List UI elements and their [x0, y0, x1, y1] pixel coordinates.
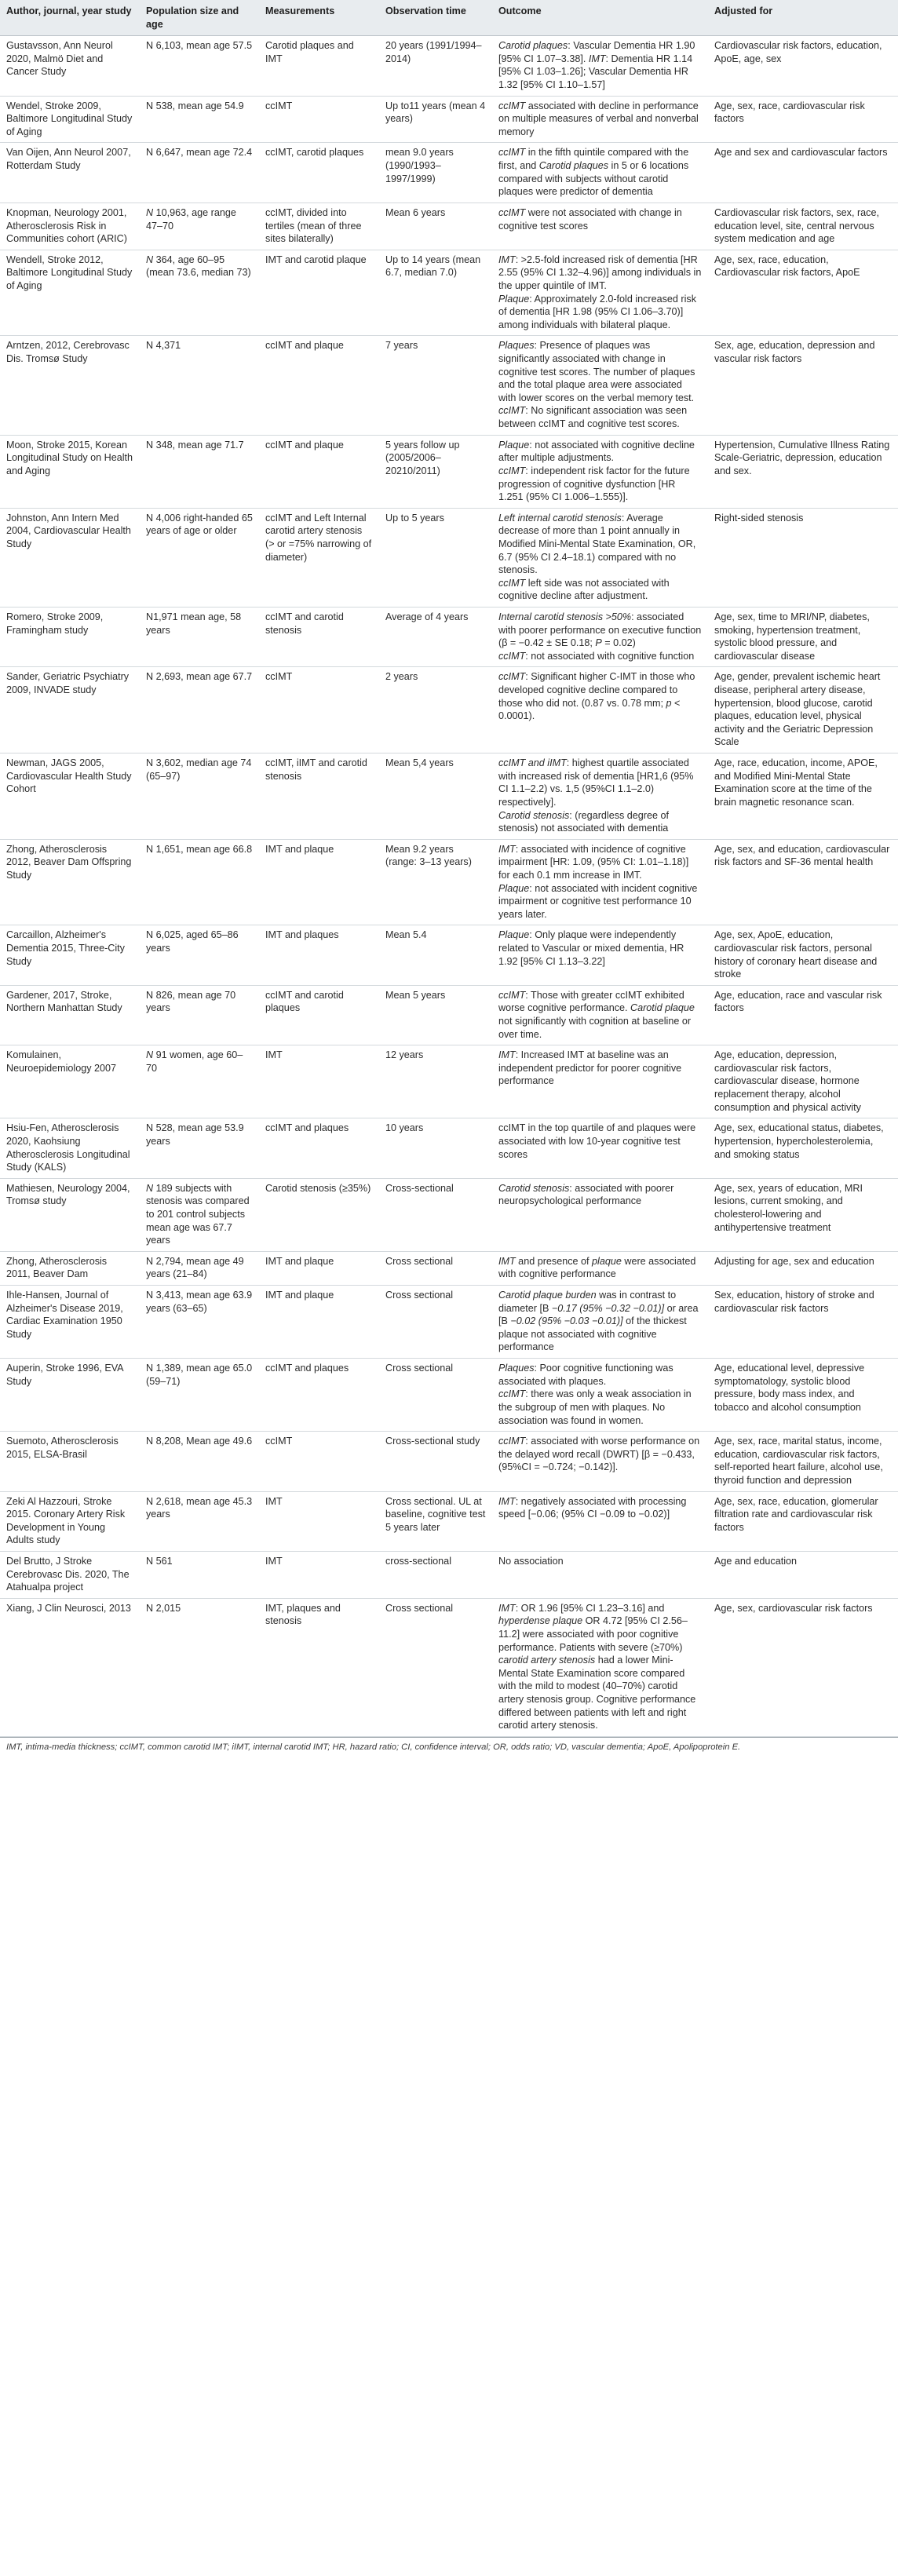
adjusted-for-cell: Age, educational level, depressive symptomatology, systolic blood pressure, body mass index, and tobacco and alcohol consumption [708, 1359, 898, 1432]
measurements-cell: IMT [259, 1491, 379, 1551]
population-cell [140, 1045, 259, 1118]
adjusted-for-cell: Age, gender, prevalent ischemic heart disease, peripheral artery disease, hypertension, blood glucose, carotid plaques, education level, physical activity and the Geriatric Depression Scale [708, 667, 898, 753]
outcome-cell [492, 1491, 708, 1551]
adjusted-for-cell: Age, sex, race, cardiovascular risk factors [708, 96, 898, 143]
emphasis-text: Plaque [498, 882, 530, 894]
cell-text: : associated with worse performance on the delayed word recall (DWRT) [β = −0.433, (95%CI = −0.724; −0.142)]. [498, 1436, 700, 1473]
cell-text: OR 4.72 [95% CI 2.56–11.2] were associated with poor cognitive performance. Patients with severe (≥70%) [498, 1615, 688, 1653]
outcome-cell [492, 1251, 708, 1285]
observation-time-cell: Cross-sectional [379, 1178, 492, 1251]
table-row [0, 1491, 898, 1551]
emphasis-text: ccIMT [498, 100, 526, 111]
study-cell: Mathiesen, Neurology 2004, Tromsø study [0, 1178, 140, 1251]
emphasis-text: Plaque [498, 929, 530, 941]
adjusted-for-cell: Cardiovascular risk factors, education, ApoE, age, sex [708, 36, 898, 96]
cell-text: in 5 or 6 locations compared with subjects without carotid plaques were predictor of dementia [498, 160, 689, 198]
emphasis-text: Plaque [498, 293, 530, 305]
observation-time-cell: Up to 14 years (mean 6.7, median 7.0) [379, 250, 492, 336]
study-cell: Hsiu-Fen, Atherosclerosis 2020, Kaohsiung Atherosclerosis Longitudinal Study (KALS) [0, 1118, 140, 1178]
observation-time-cell: Mean 6 years [379, 203, 492, 250]
outcome-cell [492, 607, 708, 666]
header-population: Population size and age [140, 0, 259, 36]
table-footnote: IMT, intima-media thickness; ccIMT, common carotid IMT; iIMT, internal carotid IMT; HR, hazard ratio; CI, confidence interval; OR, odds ratio; VD, vascular dementia; ApoE, Apolipoprotein E. [0, 1737, 898, 1753]
adjusted-for-cell: Age, education, depression, cardiovascular risk factors, cardiovascular disease, hormone replacement therapy, alcohol consumption and physical activity [708, 1045, 898, 1118]
outcome-cell [492, 839, 708, 925]
observation-time-cell: Average of 4 years [379, 607, 492, 666]
observation-time-cell: 7 years [379, 336, 492, 435]
cell-text: : No significant association was seen between ccIMT and cognitive test scores. [498, 405, 688, 430]
population-cell: N 348, mean age 71.7 [140, 435, 259, 508]
cell-text: : Increased IMT at baseline was an independent predictor for poorer cognitive performance [498, 1049, 682, 1087]
table-row [0, 1251, 898, 1285]
population-cell: N 561 [140, 1551, 259, 1598]
population-cell: N 2,015 [140, 1598, 259, 1736]
header-outcome: Outcome [492, 0, 708, 36]
measurements-cell: ccIMT and plaque [259, 336, 379, 435]
cell-text: : negatively associated with processing speed [−0.06; (95% CI −0.09 to −0.02)] [498, 1495, 687, 1520]
emphasis-text: Plaque [498, 439, 530, 451]
emphasis-text: Plaques [498, 340, 535, 352]
table-header-row [0, 0, 898, 36]
cell-text: : independent risk factor for the future progression of cognitive dysfunction [HR 1.251 (95% CI 1.006–1.555)]. [498, 465, 690, 503]
study-cell: Suemoto, Atherosclerosis 2015, ELSA-Brasil [0, 1432, 140, 1491]
emphasis-text: −0.02 (95% −0.03 −0.01)] [510, 1315, 623, 1327]
emphasis-text: Carotid stenosis [498, 809, 570, 821]
cell-text: and presence of [515, 1255, 593, 1267]
table-row [0, 925, 898, 985]
emphasis-text: ccIMT [498, 147, 526, 159]
study-cell: Romero, Stroke 2009, Framingham study [0, 607, 140, 666]
adjusted-for-cell: Age, sex, race, education, Cardiovascular risk factors, ApoE [708, 250, 898, 336]
adjusted-for-cell: Age, sex, race, education, glomerular filtration rate and cardiovascular risk factors [708, 1491, 898, 1551]
study-cell: Komulainen, Neuroepidemiology 2007 [0, 1045, 140, 1118]
cell-text: had a lower Mini-Mental State Examination score compared with the mild to modest (40–70%) carotid artery stenosis group. Cognitive performance differed between patients with left and right carotid artery stenosis. [498, 1655, 696, 1731]
cell-text: : not associated with cognitive function [525, 650, 695, 662]
study-cell: Johnston, Ann Intern Med 2004, Cardiovascular Health Study [0, 508, 140, 607]
population-cell: N 538, mean age 54.9 [140, 96, 259, 143]
population-cell: N 4,371 [140, 336, 259, 435]
emphasis-text: ccIMT [498, 405, 526, 417]
observation-time-cell: Cross sectional [379, 1251, 492, 1285]
population-cell [140, 1178, 259, 1251]
table-body [0, 36, 898, 1737]
population-cell: N 1,651, mean age 66.8 [140, 839, 259, 925]
cell-text: not significantly with cognition at baseline or over time. [498, 1016, 692, 1040]
observation-time-cell: Cross-sectional study [379, 1432, 492, 1491]
observation-time-cell: 5 years follow up (2005/2006–20210/2011) [379, 435, 492, 508]
observation-time-cell: 2 years [379, 667, 492, 753]
emphasis-text: ccIMT and iIMT [498, 757, 567, 769]
emphasis-text: N [146, 1049, 154, 1061]
cell-text: 10,963, age range 47–70 [146, 206, 236, 232]
cell-text: : Poor cognitive functioning was associated with plaques. [498, 1363, 674, 1387]
measurements-cell: Carotid plaques and IMT [259, 36, 379, 96]
outcome-cell [492, 36, 708, 96]
study-cell: Zhong, Atherosclerosis 2012, Beaver Dam Offspring Study [0, 839, 140, 925]
header-adjusted-for: Adjusted for [708, 0, 898, 36]
header-observation-time: Observation time [379, 0, 492, 36]
adjusted-for-cell: Adjusting for age, sex and education [708, 1251, 898, 1285]
study-cell: Van Oijen, Ann Neurol 2007, Rotterdam Study [0, 143, 140, 203]
adjusted-for-cell: Age, sex, educational status, diabetes, hypertension, hypercholesterolemia, and smoking status [708, 1118, 898, 1178]
adjusted-for-cell: Hypertension, Cumulative Illness Rating Scale-Geriatric, depression, education and sex. [708, 435, 898, 508]
adjusted-for-cell: Age, sex, race, marital status, income, education, cardiovascular risk factors, self-reported heart failure, alcohol use, thyroid function and depression [708, 1432, 898, 1491]
observation-time-cell: 20 years (1991/1994–2014) [379, 36, 492, 96]
table-row [0, 839, 898, 925]
emphasis-text: Plaques [498, 1363, 535, 1374]
adjusted-for-cell: Age, sex, years of education, MRI lesions, current smoking, and cholesterol-lowering and antihypertensive treatment [708, 1178, 898, 1251]
observation-time-cell: Up to11 years (mean 4 years) [379, 96, 492, 143]
population-cell: N 3,602, median age 74 (65–97) [140, 753, 259, 840]
outcome-cell [492, 925, 708, 985]
cell-text: : >2.5-fold increased risk of dementia [HR 2.55 (95% CI 1.32–4.96)] among individuals in the upper quintile of IMT. [498, 254, 702, 291]
measurements-cell: ccIMT and plaques [259, 1359, 379, 1432]
emphasis-text: ccIMT [498, 206, 526, 218]
table-row [0, 96, 898, 143]
population-cell: N 528, mean age 53.9 years [140, 1118, 259, 1178]
outcome-cell [492, 1178, 708, 1251]
population-cell: N 6,025, aged 65–86 years [140, 925, 259, 985]
population-cell: N 826, mean age 70 years [140, 985, 259, 1045]
measurements-cell: ccIMT, carotid plaques [259, 143, 379, 203]
cell-text: were not associated with change in cognitive test scores [498, 206, 682, 232]
emphasis-text: IMT [498, 1049, 516, 1061]
population-cell: N 4,006 right-handed 65 years of age or older [140, 508, 259, 607]
outcome-cell [492, 667, 708, 753]
outcome-cell [492, 203, 708, 250]
emphasis-text: IMT [588, 53, 606, 64]
study-cell: Arntzen, 2012, Cerebrovasc Dis. Tromsø Study [0, 336, 140, 435]
outcome-cell [492, 508, 708, 607]
study-cell: Newman, JAGS 2005, Cardiovascular Health Study Cohort [0, 753, 140, 840]
emphasis-text: IMT [498, 1602, 516, 1614]
measurements-cell: IMT and carotid plaque [259, 250, 379, 336]
outcome-cell: No association [492, 1551, 708, 1598]
table-row [0, 1551, 898, 1598]
emphasis-text: Carotid plaque burden [498, 1290, 597, 1301]
emphasis-text: Carotid plaques [498, 40, 568, 52]
emphasis-text: plaque [592, 1255, 622, 1267]
outcome-cell [492, 1432, 708, 1491]
cell-text: was in contrast to diameter [B [498, 1290, 677, 1314]
header-author-study: Author, journal, year study [0, 0, 140, 36]
observation-time-cell: Cross sectional [379, 1598, 492, 1736]
population-cell: N 2,794, mean age 49 years (21–84) [140, 1251, 259, 1285]
cell-text: = 0.02) [601, 637, 636, 649]
population-cell: N 2,693, mean age 67.7 [140, 667, 259, 753]
table-row [0, 435, 898, 508]
table-row [0, 1045, 898, 1118]
cell-text: < 0.0001). [498, 697, 681, 722]
study-cell: Sander, Geriatric Psychiatry 2009, INVADE study [0, 667, 140, 753]
measurements-cell: ccIMT and Left Internal carotid artery stenosis (> or =75% narrowing of diameter) [259, 508, 379, 607]
emphasis-text: IMT [498, 254, 516, 265]
population-cell: N 1,389, mean age 65.0 (59–71) [140, 1359, 259, 1432]
outcome-cell [492, 250, 708, 336]
cell-text: : OR 1.96 [95% CI 1.23–3.16] and [515, 1602, 665, 1614]
outcome-cell [492, 1286, 708, 1359]
observation-time-cell: Mean 5 years [379, 985, 492, 1045]
cell-text: of the thickest plaque not associated with cognitive performance [498, 1315, 687, 1353]
observation-time-cell: Mean 5.4 [379, 925, 492, 985]
cell-text: were associated with cognitive performance [498, 1255, 696, 1280]
emphasis-text: P [595, 637, 602, 649]
table-row [0, 1432, 898, 1491]
outcome-cell [492, 336, 708, 435]
emphasis-text: Carotid plaque [630, 1002, 695, 1014]
observation-time-cell: mean 9.0 years (1990/1993–1997/1999) [379, 143, 492, 203]
cell-text: : Approximately 2.0-fold increased risk of dementia [HR 1.98 (95% CI 1.06–3.70)] among individuals with bilateral plaque. [498, 293, 697, 330]
measurements-cell: IMT and plaque [259, 839, 379, 925]
population-cell: N 3,413, mean age 63.9 years (63–65) [140, 1286, 259, 1359]
emphasis-text: ccIMT [498, 465, 526, 476]
cell-text: 189 subjects with stenosis was compared to 201 control subjects mean age was 67.7 years [146, 1182, 250, 1246]
study-cell: Auperin, Stroke 1996, EVA Study [0, 1359, 140, 1432]
table-row [0, 36, 898, 96]
emphasis-text: IMT [498, 1255, 516, 1267]
emphasis-text: ccIMT [498, 1388, 526, 1400]
cell-text: : not associated with cognitive decline after multiple adjustments. [498, 439, 695, 464]
outcome-cell [492, 1045, 708, 1118]
measurements-cell: ccIMT and carotid stenosis [259, 607, 379, 666]
adjusted-for-cell: Age and sex and cardiovascular factors [708, 143, 898, 203]
observation-time-cell: Up to 5 years [379, 508, 492, 607]
emphasis-text: N [146, 254, 154, 265]
table-row [0, 1598, 898, 1736]
study-cell: Zhong, Atherosclerosis 2011, Beaver Dam [0, 1251, 140, 1285]
population-cell: N 2,618, mean age 45.3 years [140, 1491, 259, 1551]
measurements-cell: IMT, plaques and stenosis [259, 1598, 379, 1736]
observation-time-cell: Mean 9.2 years (range: 3–13 years) [379, 839, 492, 925]
outcome-cell [492, 753, 708, 840]
adjusted-for-cell: Age and education [708, 1551, 898, 1598]
cell-text: : Those with greater ccIMT exhibited worse cognitive performance. [498, 989, 684, 1014]
outcome-cell: ccIMT in the top quartile of and plaques were associated with low 10-year cognitive test scores [492, 1118, 708, 1178]
adjusted-for-cell: Sex, age, education, depression and vascular risk factors [708, 336, 898, 435]
cell-text: : highest quartile associated with increased risk of dementia [HR1,6 (95% CI 1.1–2.2) vs. 1,5 (95%CI 1.1–2.0) respectively]. [498, 757, 694, 808]
cell-text: 364, age 60–95 (mean 73.6, median 73) [146, 254, 251, 279]
cell-text: : there was only a weak association in the subgroup of men with plaques. No association was found in women. [498, 1388, 692, 1426]
cell-text: or area [B [498, 1302, 699, 1327]
population-cell [140, 203, 259, 250]
measurements-cell: ccIMT and plaques [259, 1118, 379, 1178]
study-cell: Xiang, J Clin Neurosci, 2013 [0, 1598, 140, 1736]
emphasis-text: Carotid stenosis [498, 1182, 570, 1194]
observation-time-cell: cross-sectional [379, 1551, 492, 1598]
study-cell: Carcaillon, Alzheimer's Dementia 2015, Three-City Study [0, 925, 140, 985]
emphasis-text: IMT [498, 1495, 516, 1507]
cell-text: : Average decrease of more than 1 point annually in Modified Mini-Mental State Examination, OR, 6.7 (95% CI 2.4–18.1) compared with no stenosis. [498, 512, 696, 576]
outcome-cell [492, 143, 708, 203]
cell-text: : Dementia HR 1.14 [95% CI 1.03–1.26]; Vascular Dementia HR 1.32 [95% CI 1.10–1.57] [498, 53, 693, 91]
adjusted-for-cell: Age, sex, cardiovascular risk factors [708, 1598, 898, 1736]
measurements-cell: ccIMT [259, 1432, 379, 1491]
adjusted-for-cell: Age, sex, time to MRI/NP, diabetes, smoking, hypertension treatment, systolic blood pressure, and cardiovascular disease [708, 607, 898, 666]
emphasis-text: ccIMT [498, 1436, 526, 1447]
adjusted-for-cell: Sex, education, history of stroke and cardiovascular risk factors [708, 1286, 898, 1359]
cell-text: in the fifth quintile compared with the first, and [498, 147, 689, 172]
adjusted-for-cell: Right-sided stenosis [708, 508, 898, 607]
measurements-cell: ccIMT [259, 667, 379, 753]
table-row [0, 1286, 898, 1359]
outcome-cell [492, 1359, 708, 1432]
table-row [0, 753, 898, 840]
measurements-cell: ccIMT, divided into tertiles (mean of three sites bilaterally) [259, 203, 379, 250]
adjusted-for-cell: Age, education, race and vascular risk factors [708, 985, 898, 1045]
population-cell [140, 250, 259, 336]
emphasis-text: p [666, 697, 672, 709]
table-row [0, 667, 898, 753]
emphasis-text: hyperdense plaque [498, 1615, 583, 1627]
observation-time-cell: Mean 5,4 years [379, 753, 492, 840]
measurements-cell: IMT [259, 1551, 379, 1598]
emphasis-text: IMT [498, 843, 516, 855]
table-row [0, 1178, 898, 1251]
emphasis-text: ccIMT [498, 671, 526, 683]
table-row [0, 1118, 898, 1178]
cell-text: 91 women, age 60–70 [146, 1049, 243, 1074]
measurements-cell: Carotid stenosis (≥35%) [259, 1178, 379, 1251]
observation-time-cell: Cross sectional [379, 1359, 492, 1432]
emphasis-text: N [146, 206, 154, 218]
table-row [0, 985, 898, 1045]
measurements-cell: IMT [259, 1045, 379, 1118]
cell-text: : Only plaque were independently related to Vascular or mixed dementia, HR 1.92 [95% CI 1.13–3.22] [498, 929, 684, 967]
emphasis-text: N [146, 1182, 154, 1194]
cell-text: : associated with poorer performance on executive function (β = −0.42 ± SE 0.18; [498, 611, 702, 649]
adjusted-for-cell: Age, race, education, income, APOE, and Modified Mini-Mental State Examination score at the time of the brain magnetic resonance scan. [708, 753, 898, 840]
measurements-cell: IMT and plaques [259, 925, 379, 985]
cell-text: : associated with incidence of cognitive impairment [HR: 1.09, (95% CI: 1.01–1.18)] for each 0.1 mm increase in IMT. [498, 843, 689, 881]
population-cell: N1,971 mean age, 58 years [140, 607, 259, 666]
measurements-cell: ccIMT [259, 96, 379, 143]
emphasis-text: ccIMT [498, 650, 526, 662]
cell-text: : not associated with incident cognitive impairment or cognitive test performance 10 years later. [498, 882, 698, 920]
cell-text: left side was not associated with cognitive decline after adjustment. [498, 577, 670, 602]
cell-text: associated with decline in performance on multiple measures of verbal and nonverbal memory [498, 100, 699, 137]
study-cell: Ihle-Hansen, Journal of Alzheimer's Disease 2019, Cardiac Examination 1950 Study [0, 1286, 140, 1359]
observation-time-cell: 12 years [379, 1045, 492, 1118]
emphasis-text: Internal carotid stenosis >50% [498, 611, 632, 622]
emphasis-text: −0.17 (95% −0.32 −0.01)] [551, 1302, 665, 1314]
table-row [0, 508, 898, 607]
outcome-cell [492, 435, 708, 508]
adjusted-for-cell: Age, sex, ApoE, education, cardiovascular risk factors, personal history of coronary heart disease and stroke [708, 925, 898, 985]
adjusted-for-cell: Cardiovascular risk factors, sex, race, education level, site, central nervous system medication and age [708, 203, 898, 250]
table-row [0, 203, 898, 250]
outcome-cell [492, 985, 708, 1045]
table-row [0, 250, 898, 336]
study-cell: Wendel, Stroke 2009, Baltimore Longitudinal Study of Aging [0, 96, 140, 143]
emphasis-text: ccIMT [498, 577, 526, 589]
table-row [0, 1359, 898, 1432]
population-cell: N 8,208, Mean age 49.6 [140, 1432, 259, 1491]
outcome-cell [492, 96, 708, 143]
cell-text: : Presence of plaques was significantly associated with change in cognitive test scores. The number of plaques and the total plaque area were associated with lower scores on the verbal memory test. [498, 340, 695, 403]
study-cell: Gustavsson, Ann Neurol 2020, Malmö Diet and Cancer Study [0, 36, 140, 96]
table-row [0, 336, 898, 435]
study-cell: Gardener, 2017, Stroke, Northern Manhattan Study [0, 985, 140, 1045]
measurements-cell: ccIMT, iIMT and carotid stenosis [259, 753, 379, 840]
table-row [0, 143, 898, 203]
measurements-cell: ccIMT and plaque [259, 435, 379, 508]
population-cell: N 6,647, mean age 72.4 [140, 143, 259, 203]
population-cell: N 6,103, mean age 57.5 [140, 36, 259, 96]
measurements-cell: IMT and plaque [259, 1286, 379, 1359]
header-measurements: Measurements [259, 0, 379, 36]
study-cell: Moon, Stroke 2015, Korean Longitudinal Study on Health and Aging [0, 435, 140, 508]
observation-time-cell: 10 years [379, 1118, 492, 1178]
cell-text: : Vascular Dementia HR 1.90 [95% CI 1.07–3.38]. [498, 40, 695, 64]
adjusted-for-cell: Age, sex, and education, cardiovascular risk factors and SF-36 mental health [708, 839, 898, 925]
cell-text: : associated with poorer neuropsychological performance [498, 1182, 674, 1207]
measurements-cell: IMT and plaque [259, 1251, 379, 1285]
emphasis-text: ccIMT [498, 989, 526, 1001]
measurements-cell: ccIMT and carotid plaques [259, 985, 379, 1045]
cell-text: : Significant higher C-IMT in those who developed cognitive decline compared to those who did not. (0.87 vs. 0.78 mm; [498, 671, 695, 709]
emphasis-text: Left internal carotid stenosis [498, 512, 622, 524]
study-cell: Del Brutto, J Stroke Cerebrovasc Dis. 2020, The Atahualpa project [0, 1551, 140, 1598]
study-cell: Zeki Al Hazzouri, Stroke 2015. Coronary Artery Risk Development in Young Adults study [0, 1491, 140, 1551]
outcome-cell [492, 1598, 708, 1736]
table-row [0, 607, 898, 666]
emphasis-text: carotid artery stenosis [498, 1655, 596, 1666]
cell-text: : (regardless degree of stenosis) not associated with dementia [498, 809, 670, 834]
emphasis-text: Carotid plaques [538, 160, 609, 172]
observation-time-cell: Cross sectional. UL at baseline, cognitive test 5 years later [379, 1491, 492, 1551]
observation-time-cell: Cross sectional [379, 1286, 492, 1359]
study-cell: Knopman, Neurology 2001, Atherosclerosis Risk in Communities cohort (ARIC) [0, 203, 140, 250]
study-cell: Wendell, Stroke 2012, Baltimore Longitudinal Study of Aging [0, 250, 140, 336]
